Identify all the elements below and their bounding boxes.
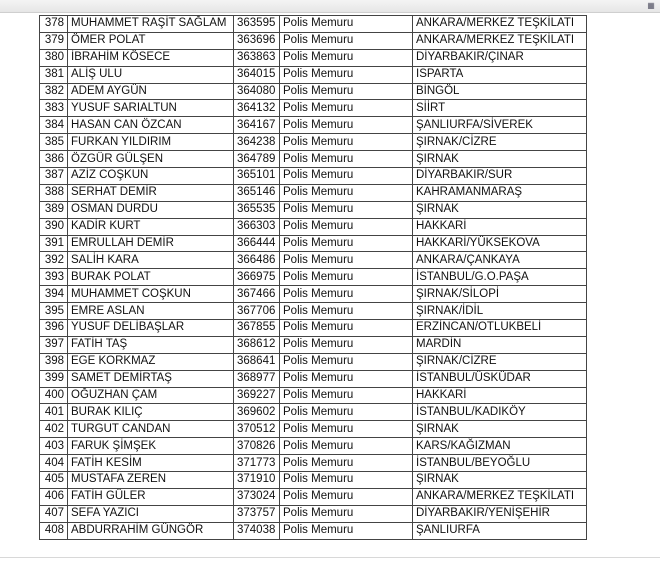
person-name: MUHAMMET COŞKUN: [68, 286, 234, 303]
row-number: 388: [40, 184, 68, 201]
registry-number: 368977: [234, 370, 280, 387]
assigned-location: ŞIRNAK/SİLOPİ: [413, 286, 587, 303]
person-name: SEFA YAZICI: [68, 505, 234, 522]
assigned-location: ŞIRNAK: [413, 151, 587, 168]
row-number: 381: [40, 66, 68, 83]
person-name: ALİŞ ULU: [68, 66, 234, 83]
row-number: 400: [40, 387, 68, 404]
registry-number: 364789: [234, 151, 280, 168]
table-row: [40, 83, 587, 100]
job-title: Polis Memuru: [280, 252, 413, 269]
person-name: EGE KORKMAZ: [68, 353, 234, 370]
person-name: İBRAHİM KÖSECE: [68, 49, 234, 66]
assigned-location: DİYARBAKIR/ÇINAR: [413, 49, 587, 66]
table-row: [40, 336, 587, 353]
person-name: OĞUZHAN ÇAM: [68, 387, 234, 404]
registry-number: 364167: [234, 117, 280, 134]
row-number: 385: [40, 134, 68, 151]
job-title: Polis Memuru: [280, 370, 413, 387]
registry-number: 364015: [234, 66, 280, 83]
registry-number: 363595: [234, 16, 280, 33]
assigned-location: ŞIRNAK/CİZRE: [413, 134, 587, 151]
job-title: Polis Memuru: [280, 336, 413, 353]
job-title: Polis Memuru: [280, 49, 413, 66]
row-number: 398: [40, 353, 68, 370]
assigned-location: KAHRAMANMARAŞ: [413, 184, 587, 201]
table-row: [40, 168, 587, 185]
row-number: 407: [40, 505, 68, 522]
person-name: ADEM AYGÜN: [68, 83, 234, 100]
registry-number: 366975: [234, 269, 280, 286]
registry-number: 363863: [234, 49, 280, 66]
registry-number: 367466: [234, 286, 280, 303]
job-title: Polis Memuru: [280, 218, 413, 235]
row-number: 397: [40, 336, 68, 353]
table-row: [40, 320, 587, 337]
job-title: Polis Memuru: [280, 404, 413, 421]
row-number: 392: [40, 252, 68, 269]
row-number: 391: [40, 235, 68, 252]
registry-number: 368612: [234, 336, 280, 353]
row-number: 399: [40, 370, 68, 387]
assigned-location: MARDİN: [413, 336, 587, 353]
assigned-location: ERZİNCAN/OTLUKBELİ: [413, 320, 587, 337]
person-name: MUSTAFA ZEREN: [68, 472, 234, 489]
person-name: SAMET DEMİRTAŞ: [68, 370, 234, 387]
row-number: 387: [40, 168, 68, 185]
row-number: 401: [40, 404, 68, 421]
person-name: SERHAT DEMİR: [68, 184, 234, 201]
assigned-location: İSTANBUL/KADIKÖY: [413, 404, 587, 421]
table-row: [40, 269, 587, 286]
table-row: [40, 100, 587, 117]
job-title: Polis Memuru: [280, 134, 413, 151]
table-row: [40, 472, 587, 489]
assigned-location: BİNGÖL: [413, 83, 587, 100]
row-number: 405: [40, 472, 68, 489]
table-row: [40, 303, 587, 320]
job-title: Polis Memuru: [280, 269, 413, 286]
job-title: Polis Memuru: [280, 421, 413, 438]
assigned-location: ANKARA/ÇANKAYA: [413, 252, 587, 269]
person-name: BURAK KILIÇ: [68, 404, 234, 421]
row-number: 396: [40, 320, 68, 337]
registry-number: 365146: [234, 184, 280, 201]
registry-number: 367706: [234, 303, 280, 320]
row-number: 390: [40, 218, 68, 235]
job-title: Polis Memuru: [280, 151, 413, 168]
registry-number: 364080: [234, 83, 280, 100]
assigned-location: HAKKARİ: [413, 387, 587, 404]
table-row: [40, 49, 587, 66]
table-row: [40, 438, 587, 455]
assigned-location: ŞIRNAK: [413, 201, 587, 218]
job-title: Polis Memuru: [280, 522, 413, 539]
table-row: [40, 151, 587, 168]
row-number: 384: [40, 117, 68, 134]
registry-number: 364238: [234, 134, 280, 151]
assigned-location: ANKARA/MERKEZ TEŞKİLATI: [413, 488, 587, 505]
person-name: MUHAMMET RAŞİT SAĞLAM: [68, 16, 234, 33]
job-title: Polis Memuru: [280, 387, 413, 404]
row-number: 378: [40, 16, 68, 33]
assigned-location: İSTANBUL/BEYOĞLU: [413, 455, 587, 472]
person-name: FURKAN YILDIRIM: [68, 134, 234, 151]
job-title: Polis Memuru: [280, 83, 413, 100]
person-name: FARUK ŞİMŞEK: [68, 438, 234, 455]
table-row: [40, 421, 587, 438]
row-number: 379: [40, 32, 68, 49]
job-title: Polis Memuru: [280, 320, 413, 337]
assigned-location: ISPARTA: [413, 66, 587, 83]
person-name: KADİR KURT: [68, 218, 234, 235]
assigned-location: HAKKARİ/YÜKSEKOVA: [413, 235, 587, 252]
person-name: SALİH KARA: [68, 252, 234, 269]
registry-number: 369227: [234, 387, 280, 404]
job-title: Polis Memuru: [280, 438, 413, 455]
registry-number: 373757: [234, 505, 280, 522]
person-name: FATİH TAŞ: [68, 336, 234, 353]
table-row: [40, 370, 587, 387]
job-title: Polis Memuru: [280, 488, 413, 505]
job-title: Polis Memuru: [280, 184, 413, 201]
row-number: 389: [40, 201, 68, 218]
job-title: Polis Memuru: [280, 303, 413, 320]
assigned-location: DİYARBAKIR/SUR: [413, 168, 587, 185]
table-row: [40, 522, 587, 539]
table-row: [40, 353, 587, 370]
table-row: [40, 252, 587, 269]
table-row: [40, 134, 587, 151]
person-name: ÖMER POLAT: [68, 32, 234, 49]
table-row: [40, 235, 587, 252]
assigned-location: SİİRT: [413, 100, 587, 117]
row-number: 403: [40, 438, 68, 455]
viewer-toolbar: [0, 0, 660, 13]
person-name: HASAN CAN ÖZCAN: [68, 117, 234, 134]
table-row: [40, 505, 587, 522]
row-number: 383: [40, 100, 68, 117]
job-title: Polis Memuru: [280, 201, 413, 218]
table-row: [40, 32, 587, 49]
registry-number: 368641: [234, 353, 280, 370]
pdf-viewer-icon[interactable]: ▦: [647, 1, 655, 10]
row-number: 386: [40, 151, 68, 168]
row-number: 395: [40, 303, 68, 320]
assigned-location: ŞANLIURFA: [413, 522, 587, 539]
registry-number: 369602: [234, 404, 280, 421]
row-number: 402: [40, 421, 68, 438]
row-number: 380: [40, 49, 68, 66]
job-title: Polis Memuru: [280, 505, 413, 522]
registry-number: 366303: [234, 218, 280, 235]
person-name: AZİZ COŞKUN: [68, 168, 234, 185]
table-row: [40, 286, 587, 303]
job-title: Polis Memuru: [280, 235, 413, 252]
registry-number: 370826: [234, 438, 280, 455]
job-title: Polis Memuru: [280, 472, 413, 489]
assigned-location: ŞIRNAK/İDİL: [413, 303, 587, 320]
row-number: 404: [40, 455, 68, 472]
registry-number: 366486: [234, 252, 280, 269]
assigned-location: ŞIRNAK: [413, 472, 587, 489]
table-body: [40, 16, 587, 540]
table-row: [40, 16, 587, 33]
table-row: [40, 201, 587, 218]
person-name: EMRE ASLAN: [68, 303, 234, 320]
page-divider: [0, 557, 660, 558]
job-title: Polis Memuru: [280, 286, 413, 303]
registry-number: 373024: [234, 488, 280, 505]
assigned-location: ŞANLIURFA/SİVEREK: [413, 117, 587, 134]
table-row: [40, 117, 587, 134]
registry-number: 370512: [234, 421, 280, 438]
assigned-location: ANKARA/MERKEZ TEŞKİLATI: [413, 16, 587, 33]
row-number: 393: [40, 269, 68, 286]
job-title: Polis Memuru: [280, 117, 413, 134]
job-title: Polis Memuru: [280, 168, 413, 185]
assigned-location: KARS/KAĞIZMAN: [413, 438, 587, 455]
registry-number: 364132: [234, 100, 280, 117]
row-number: 406: [40, 488, 68, 505]
assigned-location: DİYARBAKIR/YENİŞEHİR: [413, 505, 587, 522]
job-title: Polis Memuru: [280, 16, 413, 33]
registry-number: 371910: [234, 472, 280, 489]
person-name: FATİH KESİM: [68, 455, 234, 472]
job-title: Polis Memuru: [280, 100, 413, 117]
person-name: YUSUF SARIALTUN: [68, 100, 234, 117]
assigned-location: ŞIRNAK/CİZRE: [413, 353, 587, 370]
table-row: [40, 218, 587, 235]
registry-number: 365101: [234, 168, 280, 185]
assigned-location: İSTANBUL/G.O.PAŞA: [413, 269, 587, 286]
registry-number: 365535: [234, 201, 280, 218]
person-name: BURAK POLAT: [68, 269, 234, 286]
assigned-location: ŞIRNAK: [413, 421, 587, 438]
registry-number: 374038: [234, 522, 280, 539]
job-title: Polis Memuru: [280, 353, 413, 370]
person-name: ÖZGÜR GÜLŞEN: [68, 151, 234, 168]
person-name: FATİH GÜLER: [68, 488, 234, 505]
row-number: 408: [40, 522, 68, 539]
personnel-table: [39, 15, 587, 540]
job-title: Polis Memuru: [280, 66, 413, 83]
registry-number: 371773: [234, 455, 280, 472]
table-row: [40, 404, 587, 421]
registry-number: 363696: [234, 32, 280, 49]
person-name: ABDURRAHİM GÜNGÖR: [68, 522, 234, 539]
row-number: 382: [40, 83, 68, 100]
job-title: Polis Memuru: [280, 32, 413, 49]
table-row: [40, 455, 587, 472]
person-name: EMRULLAH DEMİR: [68, 235, 234, 252]
table-row: [40, 66, 587, 83]
assigned-location: HAKKARİ: [413, 218, 587, 235]
assigned-location: ANKARA/MERKEZ TEŞKİLATI: [413, 32, 587, 49]
registry-number: 366444: [234, 235, 280, 252]
registry-number: 367855: [234, 320, 280, 337]
row-number: 394: [40, 286, 68, 303]
table-row: [40, 387, 587, 404]
job-title: Polis Memuru: [280, 455, 413, 472]
person-name: OSMAN DURDU: [68, 201, 234, 218]
assigned-location: İSTANBUL/ÜSKÜDAR: [413, 370, 587, 387]
table-row: [40, 184, 587, 201]
person-name: YUSUF DELİBAŞLAR: [68, 320, 234, 337]
table-row: [40, 488, 587, 505]
person-name: TURGUT CANDAN: [68, 421, 234, 438]
